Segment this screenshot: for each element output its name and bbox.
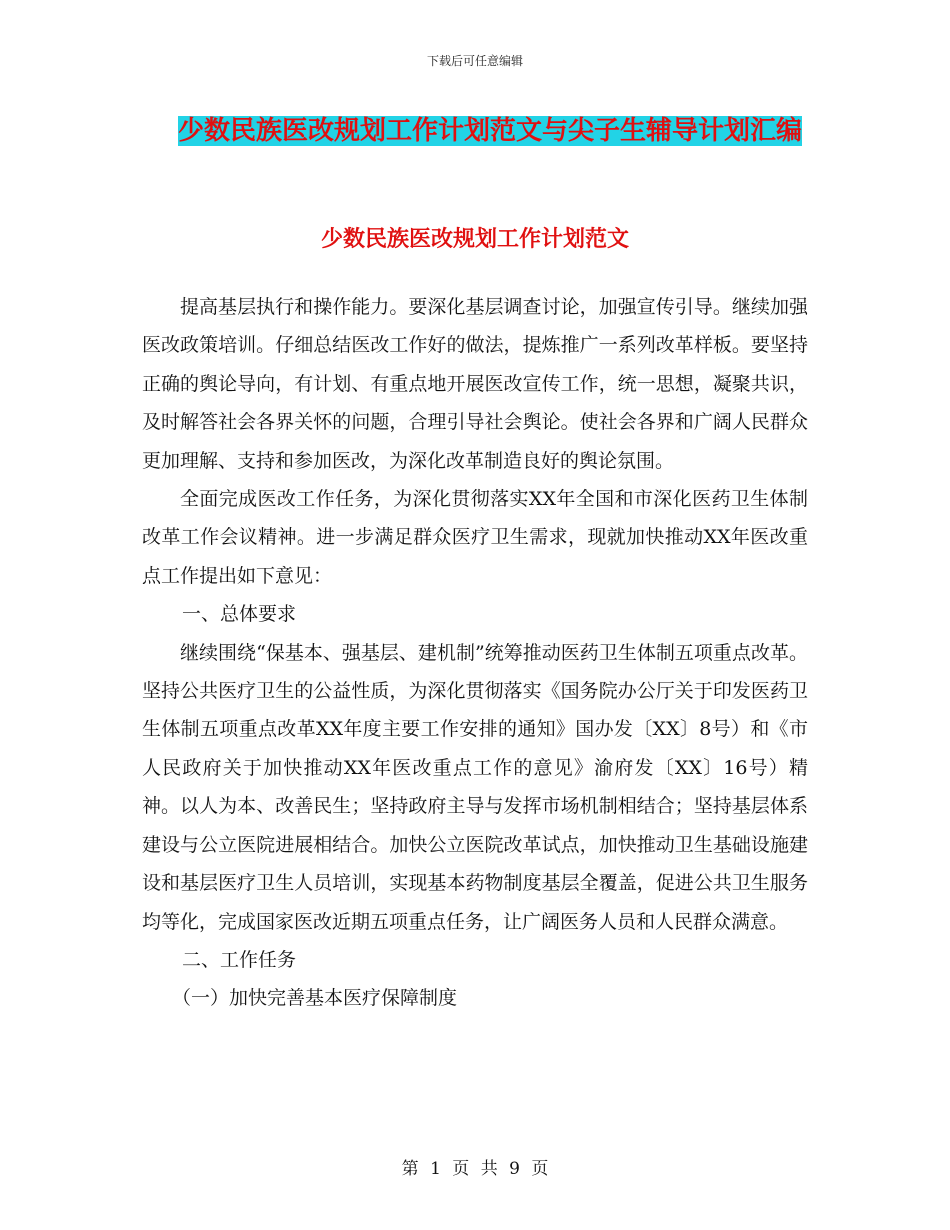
paragraph: 全面完成医改工作任务，为深化贯彻落实XX年全国和市深化医药卫生体制改革工作会议精神。进一步满足群众医疗卫生需求，现就加快推动XX年医改重点工作提出如下意见： [142, 488, 808, 587]
document-title [140, 108, 840, 154]
paragraph: 继续围绕“保基本、强基层、建机制”统筹推动医药卫生体制五项重点改革。坚持公共医疗卫生的公益性质，为深化贯彻落实《国务院办公厅关于印发医药卫生体制五项重点改革XX年度主要工作安排的通知》国办发〔XX〕8号）和《市人民政府关于加快推动XX年医改重点工作的意见》渝府发〔XX〕16号）精神。以人为本、改善民生；坚持政府主导与发挥市场机制相结合；坚持基层体系建设与公立医院进展相结合。加快公立医院改革试点，加快推动卫生基础设施建设和基层医疗卫生人员培训，实现基本药物制度基层全覆盖，促进公共卫生服务均等化，完成国家医改近期五项重点任务，让广阔医务人员和人民群众满意。 [142, 641, 808, 933]
page-header-note: 下载后可任意编辑 [426, 54, 523, 68]
heading-work-tasks: 二、工作任务 [182, 948, 297, 971]
document-body [142, 288, 808, 1018]
heading-general-requirements: 一、总体要求 [182, 603, 297, 626]
subheading-medical-insurance: （一）加快完善基本医疗保障制度 [172, 987, 458, 1010]
section-title: 少数民族医改规划工作计划范文 [320, 227, 629, 252]
page-number-footer: 第 1 页 共 9 页 [401, 1159, 549, 1179]
paragraph: 提高基层执行和操作能力。要深化基层调查讨论，加强宣传引导。继续加强医改政策培训。仔细总结医改工作好的做法，提炼推广一系列改革样板。要坚持正确的舆论导向，有计划、有重点地开展医改宣传工作，统一思想，凝聚共识，及时解答社会各界关怀的问题，合理引导社会舆论。使社会各界和广阔人民群众更加理解、支持和参加医改，为深化改革制造良好的舆论氛围。 [142, 296, 808, 472]
document-title-text: 少数民族医改规划工作计划范文与尖子生辅导计划汇编 [177, 116, 802, 146]
